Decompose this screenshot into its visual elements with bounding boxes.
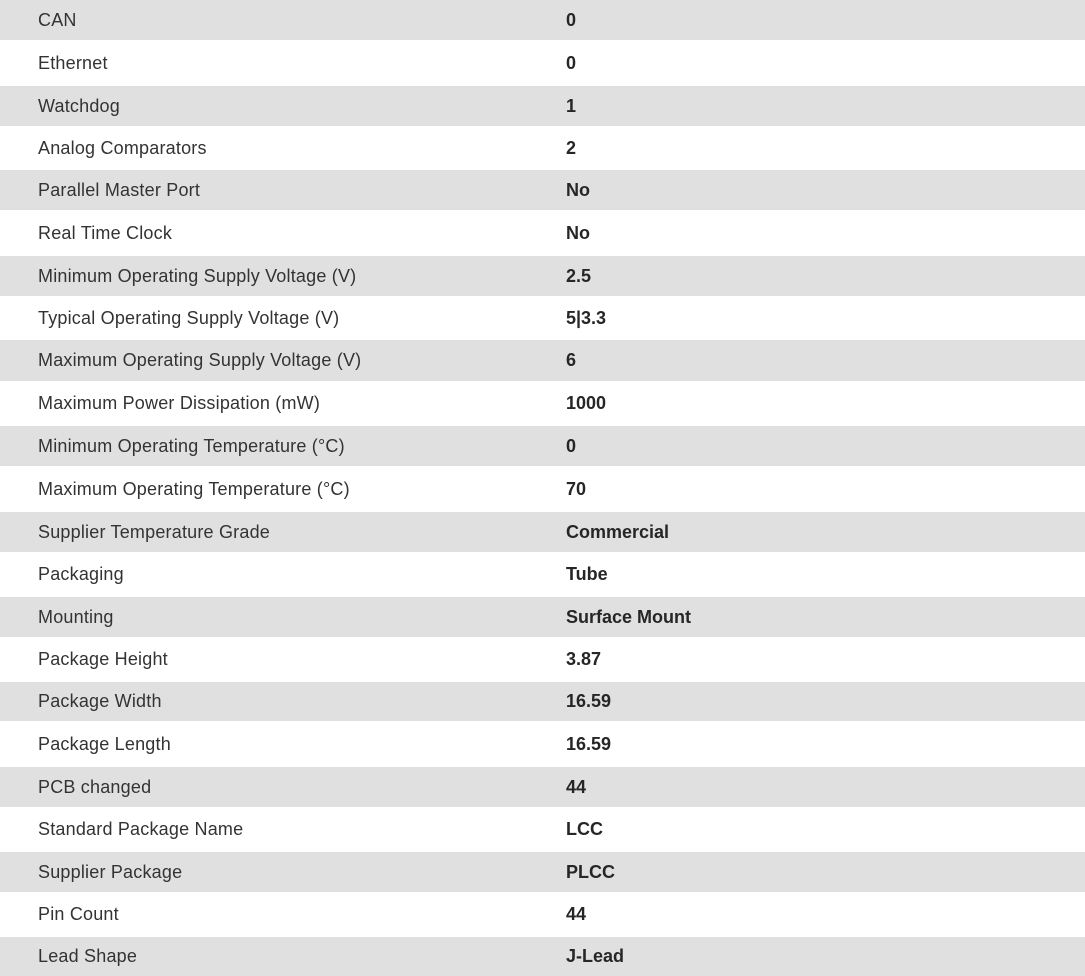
spec-label: Standard Package Name <box>38 819 244 839</box>
spec-row <box>0 767 1085 807</box>
spec-value: 6 <box>566 350 577 370</box>
spec-value: J-Lead <box>566 946 625 966</box>
spec-row <box>0 296 1085 340</box>
spec-value: 44 <box>566 904 587 924</box>
spec-label: Maximum Operating Supply Voltage (V) <box>38 350 362 370</box>
spec-row <box>0 381 1085 426</box>
spec-row <box>0 892 1085 937</box>
spec-row <box>0 721 1085 767</box>
spec-row <box>0 40 1085 86</box>
spec-label: Watchdog <box>38 95 120 116</box>
spec-value: Commercial <box>566 521 670 542</box>
spec-label: PCB changed <box>38 776 152 797</box>
spec-value: 0 <box>566 435 577 456</box>
spec-value: 5|3.3 <box>566 307 607 328</box>
spec-label: Typical Operating Supply Voltage (V) <box>38 307 340 328</box>
spec-row <box>0 637 1085 682</box>
spec-row <box>0 86 1085 126</box>
spec-label: Real Time Clock <box>38 222 173 243</box>
spec-row <box>0 170 1085 210</box>
spec-label: Minimum Operating Temperature (°C) <box>38 435 345 456</box>
spec-label: Package Length <box>38 733 171 754</box>
spec-row <box>0 126 1085 170</box>
spec-value: No <box>566 222 590 243</box>
spec-value: 1 <box>566 95 577 116</box>
spec-label: Maximum Power Dissipation (mW) <box>38 393 321 413</box>
spec-value: 2.5 <box>566 265 592 286</box>
spec-label: Package Height <box>38 649 168 669</box>
spec-row <box>0 937 1085 976</box>
spec-value: 3.87 <box>566 649 602 669</box>
spec-row <box>0 852 1085 892</box>
spec-value: Tube <box>566 564 608 584</box>
spec-row <box>0 0 1085 40</box>
spec-label: Mounting <box>38 606 114 627</box>
spec-row <box>0 552 1085 597</box>
spec-label: Supplier Temperature Grade <box>38 521 270 542</box>
spec-label: Minimum Operating Supply Voltage (V) <box>38 265 357 286</box>
spec-row <box>0 512 1085 552</box>
spec-row <box>0 597 1085 637</box>
spec-value: Surface Mount <box>566 606 692 627</box>
spec-value: 16.59 <box>566 733 612 754</box>
spec-value: LCC <box>566 819 603 839</box>
spec-row <box>0 210 1085 256</box>
spec-label: Lead Shape <box>38 946 138 966</box>
spec-value: PLCC <box>566 861 615 882</box>
spec-label: Parallel Master Port <box>38 179 201 200</box>
spec-label: Packaging <box>38 564 124 584</box>
spec-row <box>0 807 1085 852</box>
spec-label: Analog Comparators <box>38 137 207 158</box>
spec-value: 0 <box>566 9 577 30</box>
spec-row <box>0 426 1085 466</box>
spec-label: Package Width <box>38 691 162 711</box>
spec-value: 2 <box>566 137 577 158</box>
spec-value: 70 <box>566 478 587 499</box>
spec-row <box>0 256 1085 296</box>
spec-label: CAN <box>38 9 77 30</box>
spec-label: Supplier Package <box>38 861 183 882</box>
spec-row <box>0 466 1085 512</box>
spec-label: Pin Count <box>38 904 119 924</box>
spec-value: 16.59 <box>566 691 612 711</box>
spec-label: Ethernet <box>38 52 108 73</box>
spec-value: No <box>566 179 590 200</box>
spec-label: Maximum Operating Temperature (°C) <box>38 478 350 499</box>
spec-value: 44 <box>566 776 587 797</box>
spec-row <box>0 682 1085 721</box>
spec-value: 0 <box>566 52 577 73</box>
spec-row <box>0 340 1085 381</box>
spec-value: 1000 <box>566 393 607 413</box>
